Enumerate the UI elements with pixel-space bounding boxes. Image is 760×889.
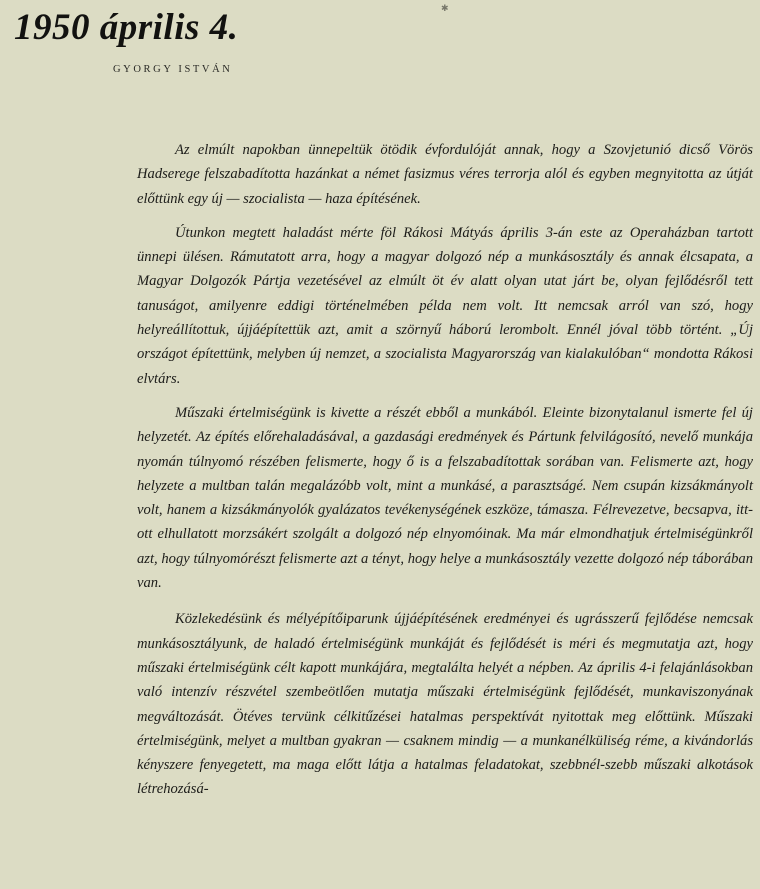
paragraph-3: Műszaki értelmiségünk is kivette a részét ebből a munkából. Eleinte bizonytalanul ismerte fel új helyzetét. Az építés előrehaladásával, a gazdasági eredmények és Pártunk felvilágosító, nevelő munkája nyomán túlnyomó részében felismerte, hogy ő is a felszabadítottak sorában van. Felismerte azt, hogy helyzete a multban talán megalázóbb volt, mint a munkásé, a parasztságé. Nem csupán kizsákmányolt volt, hanem a kizsákmányolók gyalázatos tevékenységének eszköze, támasza. Félrevezetve, becsapva, itt-ott elhullatott morzsákért szolgált a dolgozó nép elnyomóinak. Ma már elmondhatjuk értelmiségünkről azt, hogy túlnyomórészt felismerte azt a tényt, hogy helye a munkásosztály vezette dolgozó nép táborában van. xyxy=(137,404,753,592)
paragraph-2: Útunkon megtett haladást mérte föl Rákosi Mátyás április 3-án este az Operaházban tartott ünnepi ülésen. Rámutatott arra, hogy a magyar dolgozó nép a munkásosztály és annak élcsapata, a Magyar Dolgozók Pártja vezetésével az elmúlt öt év alatt olyan utat járt be, olyan fejlődésről tett tanuságot, amilyenre eddigi történelmében példa nem volt. Itt nemcsak arról van szó, hogy helyreállítottuk, újjáépítettük azt, amit a szörnyű háború lerombolt. Ennél jóval több történt. „Új országot építettünk, melyben új nemzet, a szocialista Magyarország van kialakulóban“ mondotta Rákosi elvtárs. xyxy=(137,224,753,387)
author-name: GYORGY ISTVÁN xyxy=(113,64,233,75)
paragraph-1: Az elmúlt napokban ünnepeltük ötödik évfordulóját annak, hogy a Szovjetunió dicső Vörös Hadserege felszabadította hazánkat a német fasizmus véres terrorja alól és egyben megnyitotta az útját előttünk egy új — szocialista — haza építésének. xyxy=(137,142,753,207)
ink-speck-mark: ✱ xyxy=(441,4,449,14)
article-body xyxy=(137,138,753,802)
paragraph-4: Közlekedésünk és mélyépítőiparunk újjáépítésének eredményei és ugrásszerű fejlődése nemcsak munkásosztályunk, de haladó értelmiségünk munkáját és fejlődését is méri és megmutatja azt, hogy műszaki értelmiségünk célt kapott munkájára, megtalálta helyét a népben. Az április 4-i felajánlásokban való intenzív részvétel szembeötlően mutatja műszaki értelmiségünk fejlődését, munkaviszonyának megváltozását. Ötéves tervünk célkitűzései hatalmas perspektívát nyitottak meg előttünk. Műszaki értelmiségünk, melyet a multban gyakran — csaknem mindig — a munkanélküliség réme, a kivándorlás kényszere fenyegetett, ma maga előtt látja a hatalmas feladatokat, szebbnél-szebb műszaki alkotások létrehozásá- xyxy=(137,611,753,798)
page-title: 1950 április 4. xyxy=(14,7,239,48)
